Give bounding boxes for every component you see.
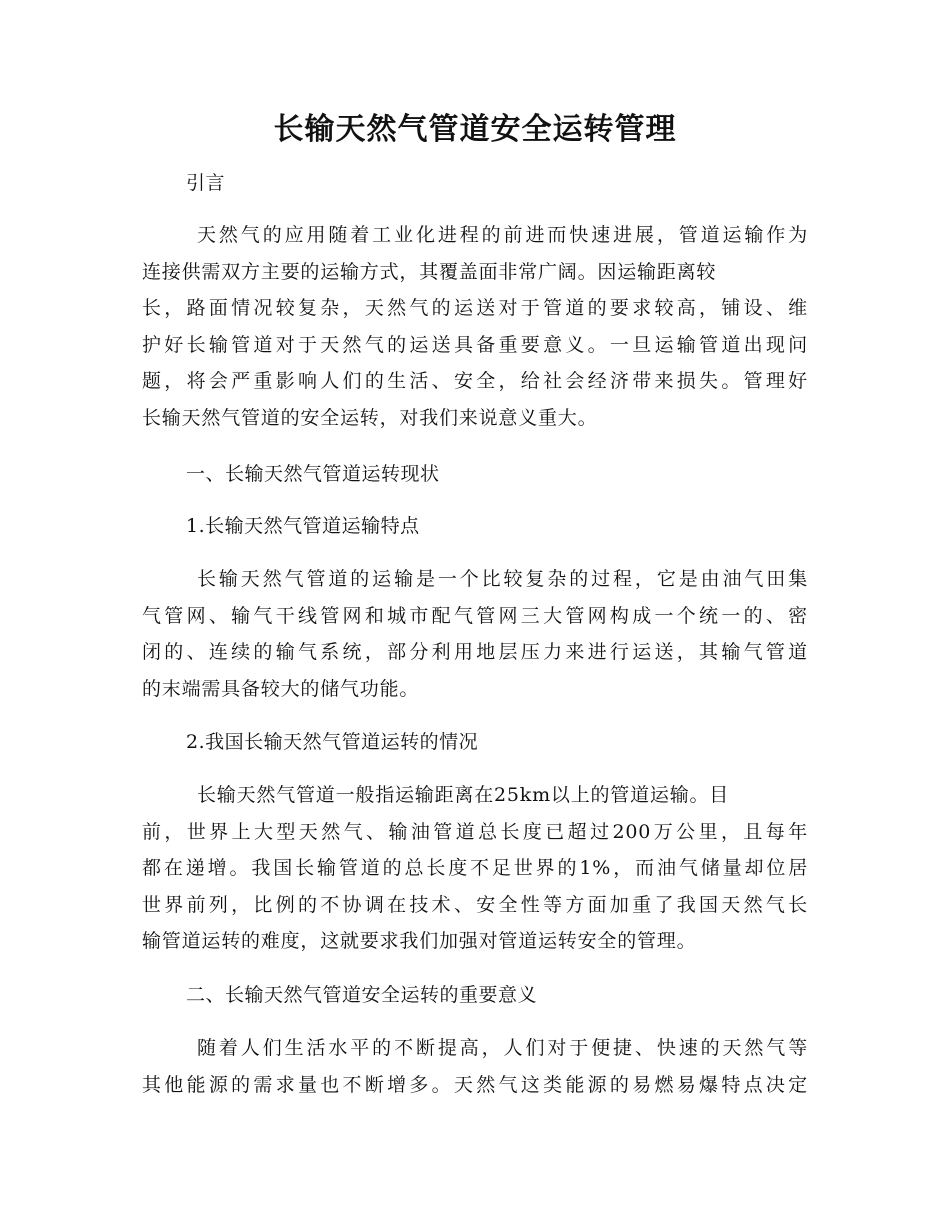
paragraph-line: 随着人们生活水平的不断提高，人们对于便捷、快速的天然气等: [197, 1037, 808, 1059]
document-title: 长输天然气管道安全运转管理: [273, 112, 677, 147]
paragraph-line: 前，世界上大型天然气、输油管道总长度已超过200万公里，且每年: [142, 820, 808, 843]
paragraph-line: 世界前列，比例的不协调在技术、安全性等方面加重了我国天然气长: [142, 893, 808, 916]
paragraph-line: 长输天然气管道的运输是一个比较复杂的过程，它是由油气田集: [197, 568, 808, 590]
paragraph-intro: [142, 217, 808, 436]
intro-label: 引言: [186, 172, 226, 194]
subsection-heading-2: 2.我国长输天然气管道运转的情况: [186, 731, 479, 753]
paragraph-line: 连接供需双方主要的运输方式，其覆盖面非常广阔。因运输距离较: [142, 260, 717, 283]
section-heading-2: 二、长输天然气管道安全运转的重要意义: [186, 984, 538, 1006]
paragraph-line: 都在递增。我国长输管道的总长度不足世界的1%，而油气储量却位居: [142, 857, 808, 879]
paragraph-line: 长，路面情况较复杂，天然气的运送对于管道的要求较高，铺设、维: [142, 297, 808, 319]
paragraph-line: 题，将会严重影响人们的生活、安全，给社会经济带来损失。管理好: [142, 370, 808, 392]
paragraph-line: 长输天然气管道的安全运转，对我们来说意义重大。: [142, 406, 598, 429]
paragraph-line: 输管道运转的难度，这就要求我们加强对管道运转安全的管理。: [142, 930, 697, 952]
section-heading-1: 一、长输天然气管道运转现状: [186, 463, 440, 485]
paragraph-line: 长输天然气管道一般指运输距离在25km以上的管道运输。目: [197, 784, 730, 806]
paragraph-domestic-situation: [142, 777, 808, 960]
subsection-heading-1: 1.长输天然气管道运输特点: [186, 515, 420, 537]
paragraph-line: 护好长输管道对于天然气的运送具备重要意义。一旦运输管道出现问: [142, 333, 808, 356]
paragraph-transport-features: [142, 561, 808, 707]
paragraph-line: 气管网、输气干线管网和城市配气管网三大管网构成一个统一的、密: [142, 604, 808, 627]
paragraph-line: 天然气的应用随着工业化进程的前进而快速进展，管道运输作为: [197, 224, 808, 246]
paragraph-line: 的末端需具备较大的储气功能。: [142, 677, 420, 700]
paragraph-line: 其他能源的需求量也不断增多。天然气这类能源的易燃易爆特点决定: [142, 1073, 808, 1096]
paragraph-line: 闭的、连续的输气系统，部分利用地层压力来进行运送，其输气管道: [142, 641, 808, 663]
paragraph-importance: [142, 1030, 808, 1103]
